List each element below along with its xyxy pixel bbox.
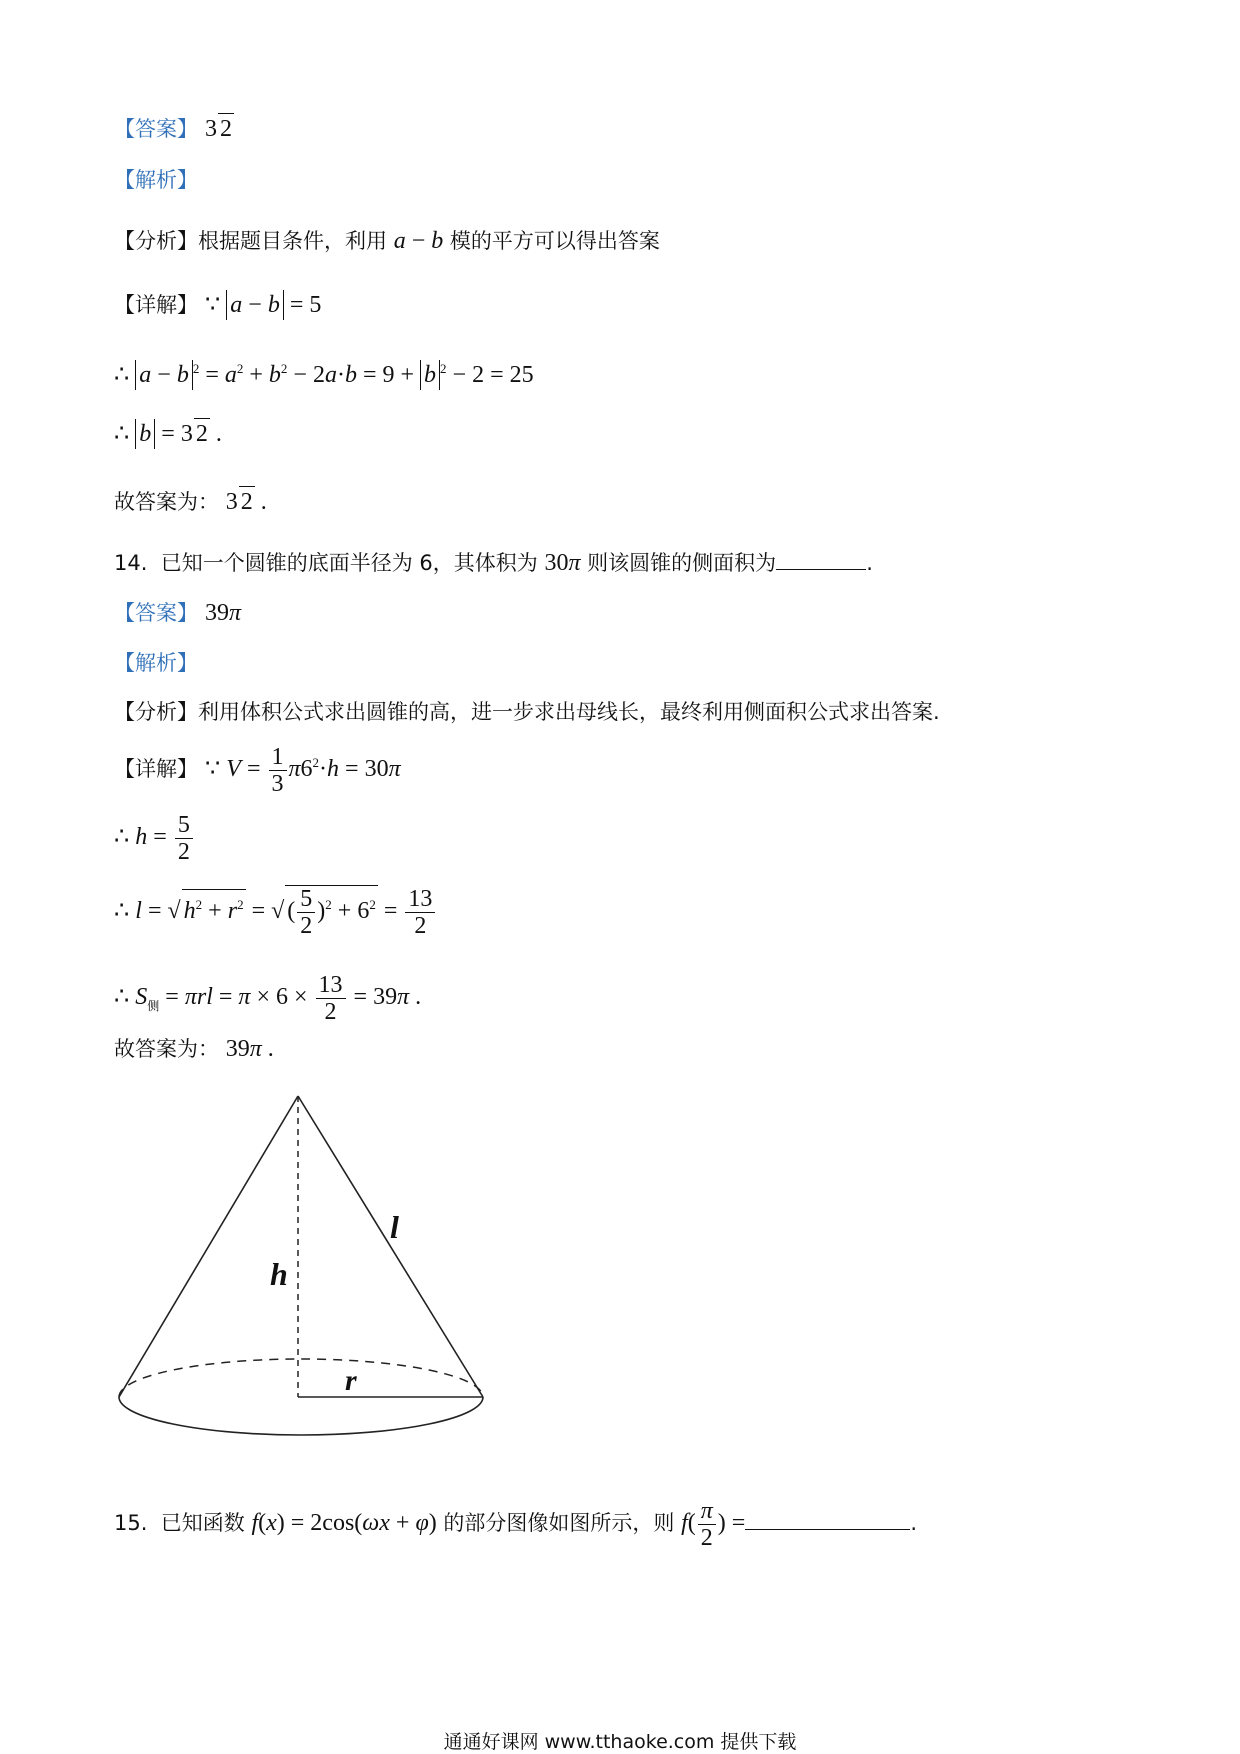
page-footer: 通通好课网 www.tthaoke.com 提供下载 — [443, 1731, 797, 1753]
q13-step2: ∴ a − b $^2 = a^2 + b^2 - 2a\cdot b = 9 + b$ $^2$ − 2 = 25 — [114, 361, 534, 388]
label-r: r — [345, 1364, 357, 1397]
fenxi-tag: 【分析】 — [114, 229, 198, 253]
q14-xiangjie-line: 【详解】 ∵ V = $\frac{1}{3}$ $\pi 6^2\cdot h = 30\pi$ — [114, 744, 401, 797]
answer-tag: 【答案】 — [114, 117, 198, 141]
answer-tag: 【答案】 — [114, 601, 198, 625]
q13-answer-value: 3 2 — [205, 116, 234, 142]
q15-question: 15. 已知函数 f(x) = 2cos(ωx + φ) 的部分图像如图所示，则 f( $\frac{\pi}{2}$ ) = . — [114, 1498, 917, 1551]
q14-step4: ∴ $S_侧 = \pi rl = \pi \times 6$ × $\frac{13}{2}$ = 39π . — [114, 972, 422, 1025]
q13-conclusion: 故答案为： 3 2 . — [114, 486, 267, 518]
analysis-tag: 【解析】 — [114, 168, 198, 192]
q14-conclusion: 故答案为： 39π . — [114, 1036, 274, 1062]
xiangjie-tag: 【详解】 — [114, 757, 198, 782]
q14-question: 14. 已知一个圆锥的底面半径为 6，其体积为 30π 则该圆锥的侧面积为 . — [114, 550, 873, 576]
label-l: l — [390, 1209, 399, 1245]
fenxi-tag: 【分析】 — [114, 700, 198, 724]
q14-step3: ∴ l = √ $h^2 + r^2$ = √ ( $\frac{5}{2}$ )$^2 + 6^2$ = $\frac{13}{2}$ — [114, 885, 437, 939]
q14-answer-value: 39π — [205, 600, 242, 626]
cone-base-front — [119, 1397, 483, 1435]
xiangjie-tag: 【详解】 — [114, 293, 198, 317]
cone-base-back — [119, 1359, 483, 1397]
q14-fenxi-line: 【分析】利用体积公式求出圆锥的高，进一步求出母线长，最终利用侧面积公式求出答案. — [114, 700, 940, 724]
cone-right-side — [298, 1096, 483, 1397]
q13-step3: ∴ b = 3 2 . — [114, 418, 222, 450]
q14-step2: ∴ h = $\frac{5}{2}$ — [114, 812, 195, 865]
analysis-tag: 【解析】 — [114, 651, 198, 675]
label-h: h — [270, 1256, 288, 1292]
cone-left-side — [119, 1096, 298, 1397]
q13-fenxi-line: 【分析】根据题目条件，利用 a − b 模的平方可以得出答案 — [114, 228, 660, 254]
q13-xiangjie-line: 【详解】 ∵ a − b = 5 — [114, 292, 322, 318]
